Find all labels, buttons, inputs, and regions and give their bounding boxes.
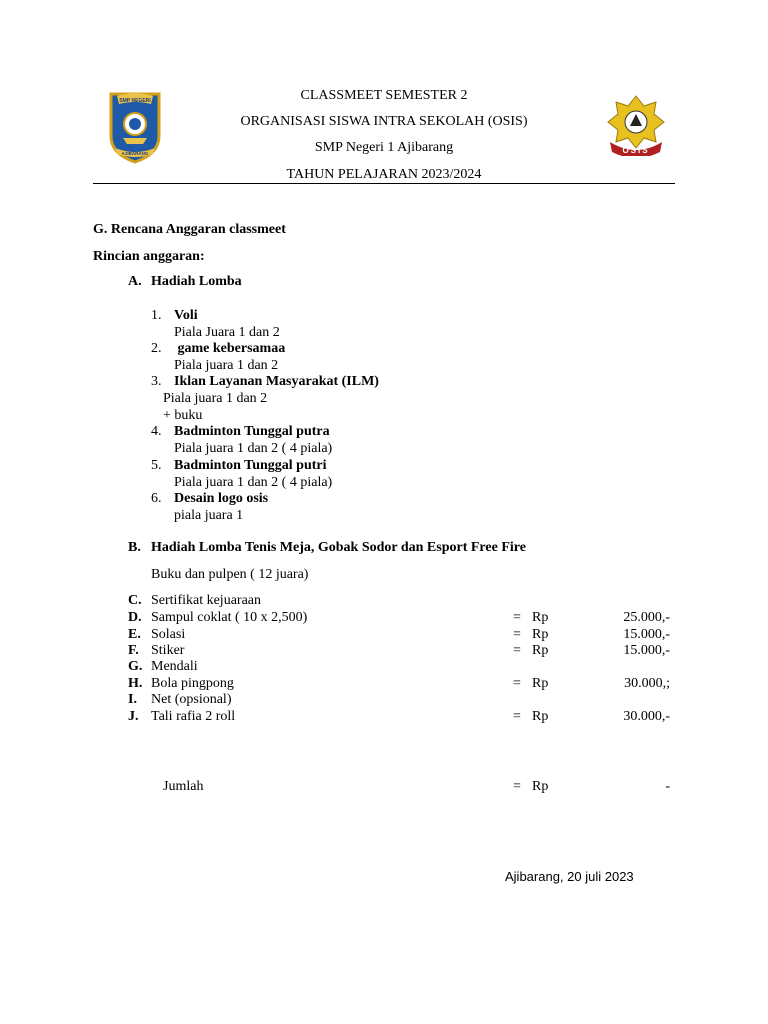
total-currency: Rp bbox=[532, 779, 549, 794]
item-name: Iklan Layanan Masyarakat (ILM) bbox=[174, 374, 379, 389]
crest-bottom-text: AJIBARANG bbox=[121, 151, 149, 156]
header-divider bbox=[93, 183, 675, 184]
header-year: TAHUN PELAJARAN 2023/2024 bbox=[286, 167, 482, 182]
item-name: game kebersamaa bbox=[174, 341, 286, 356]
crest-top-text: SMP NEGERI bbox=[119, 98, 151, 104]
item-name: Badminton Tunggal putri bbox=[174, 458, 327, 473]
item-detail: Piala juara 1 dan 2 ( 4 piala) bbox=[174, 475, 333, 490]
budget-label: Tali rafia 2 roll bbox=[151, 709, 236, 724]
item-detail: Piala juara 1 dan 2 bbox=[163, 391, 268, 406]
item-name: Desain logo osis bbox=[174, 491, 269, 506]
budget-letter: H. bbox=[128, 676, 143, 691]
budget-label: Sampul coklat ( 10 x 2,500) bbox=[151, 610, 308, 625]
budget-amount: 15.000,- bbox=[623, 643, 670, 658]
item-name: Badminton Tunggal putra bbox=[174, 424, 330, 439]
header-title: CLASSMEET SEMESTER 2 bbox=[300, 88, 468, 103]
item-detail: piala juara 1 bbox=[174, 508, 244, 523]
header-school: SMP Negeri 1 Ajibarang bbox=[314, 140, 454, 155]
budget-label: Net (opsional) bbox=[151, 692, 232, 707]
section-a-letter: A. bbox=[128, 274, 142, 289]
budget-letter: E. bbox=[128, 627, 141, 642]
budget-letter: G. bbox=[128, 659, 143, 674]
budget-amount: 30.000,- bbox=[623, 709, 670, 724]
budget-currency: Rp bbox=[532, 643, 549, 658]
budget-label: Sertifikat kejuaraan bbox=[151, 593, 262, 608]
item-number: 5. bbox=[151, 458, 162, 473]
budget-label: Solasi bbox=[151, 627, 186, 642]
item-name: Voli bbox=[174, 308, 198, 323]
section-title: G. Rencana Anggaran classmeet bbox=[93, 222, 286, 237]
budget-letter: D. bbox=[128, 610, 142, 625]
item-number: 3. bbox=[151, 374, 162, 389]
budget-equals: = bbox=[513, 676, 521, 691]
budget-currency: Rp bbox=[532, 709, 549, 724]
budget-label: Stiker bbox=[151, 643, 185, 658]
budget-currency: Rp bbox=[532, 676, 549, 691]
total-equals: = bbox=[513, 779, 521, 794]
budget-label: Mendali bbox=[151, 659, 198, 674]
total-amount: - bbox=[665, 779, 670, 794]
section-b-detail: Buku dan pulpen ( 12 juara) bbox=[151, 567, 309, 582]
section-a-title: Hadiah Lomba bbox=[151, 274, 242, 289]
budget-equals: = bbox=[513, 627, 521, 642]
budget-letter: I. bbox=[128, 692, 137, 707]
item-detail: Piala Juara 1 dan 2 bbox=[174, 325, 280, 340]
budget-letter: F. bbox=[128, 643, 139, 658]
budget-amount: 25.000,- bbox=[623, 610, 670, 625]
total-label: Jumlah bbox=[163, 779, 204, 794]
budget-currency: Rp bbox=[532, 627, 549, 642]
item-number: 2. bbox=[151, 341, 162, 356]
budget-label: Bola pingpong bbox=[151, 676, 234, 691]
item-number: 1. bbox=[151, 308, 162, 323]
item-detail: Piala juara 1 dan 2 bbox=[174, 358, 279, 373]
section-b-letter: B. bbox=[128, 540, 141, 555]
budget-equals: = bbox=[513, 610, 521, 625]
header-organization: ORGANISASI SISWA INTRA SEKOLAH (OSIS) bbox=[240, 114, 528, 129]
item-detail-extra: + buku bbox=[163, 408, 203, 423]
place-date: Ajibarang, 20 juli 2023 bbox=[505, 869, 634, 884]
item-detail: Piala juara 1 dan 2 ( 4 piala) bbox=[174, 441, 333, 456]
subtitle: Rincian anggaran: bbox=[93, 249, 205, 264]
osis-text: OSIS bbox=[622, 146, 650, 155]
item-number: 6. bbox=[151, 491, 162, 506]
budget-currency: Rp bbox=[532, 610, 549, 625]
budget-amount: 15.000,- bbox=[623, 627, 670, 642]
budget-letter: J. bbox=[128, 709, 139, 724]
budget-equals: = bbox=[513, 643, 521, 658]
budget-amount: 30.000,; bbox=[624, 676, 670, 691]
section-b-title: Hadiah Lomba Tenis Meja, Gobak Sodor dan Esport Free Fire bbox=[151, 540, 526, 555]
item-number: 4. bbox=[151, 424, 162, 439]
budget-equals: = bbox=[513, 709, 521, 724]
budget-letter: C. bbox=[128, 593, 142, 608]
